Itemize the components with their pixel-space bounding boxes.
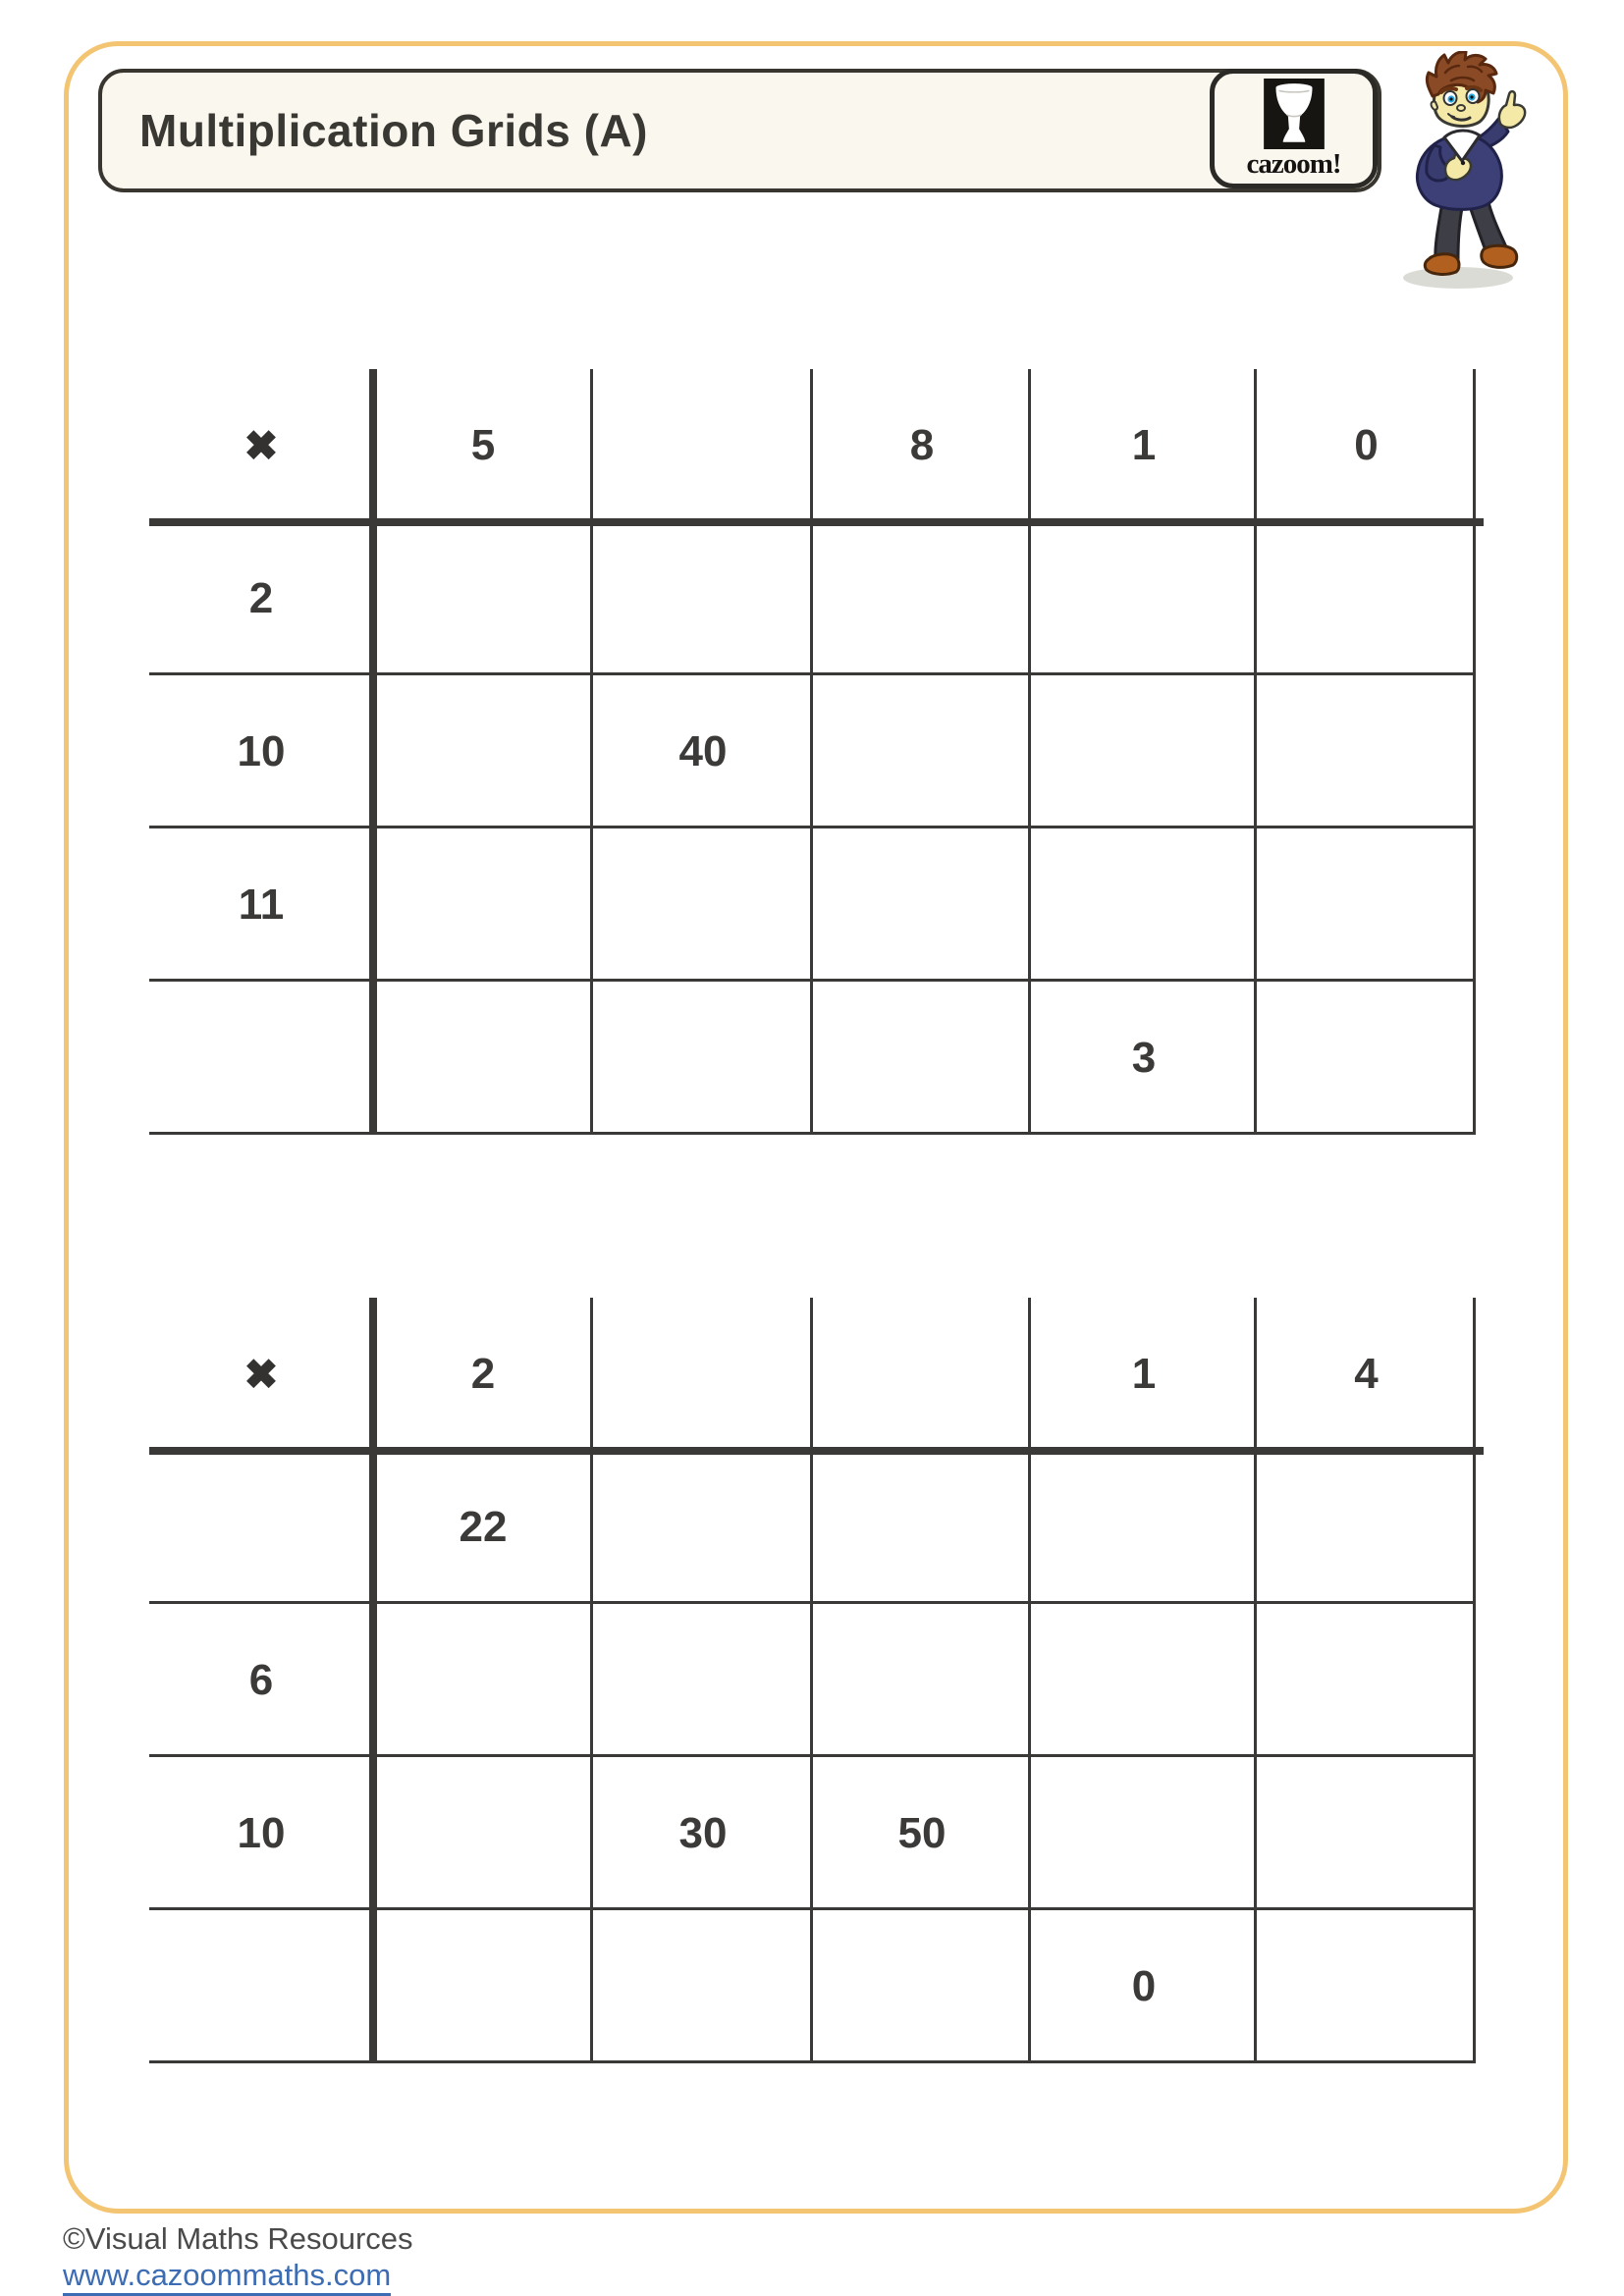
product-value: 50: [897, 1809, 947, 1857]
footer-copyright: ©Visual Maths Resources: [63, 2221, 413, 2256]
row-header-value: 10: [237, 1809, 286, 1857]
column-header-value: 1: [1131, 421, 1157, 469]
worksheet-title-bar: [98, 69, 1381, 192]
grid-line: [1254, 1298, 1257, 2063]
product-value: 3: [1131, 1034, 1157, 1082]
footer-link[interactable]: www.cazoommaths.com: [63, 2258, 391, 2296]
mascot-boy-illustration: [1389, 51, 1537, 296]
column-header-value: 0: [1354, 421, 1379, 469]
product-value: 22: [459, 1503, 508, 1551]
grid-line: [590, 1298, 593, 2063]
grid-line: [149, 979, 1476, 982]
row-header-value: 2: [248, 574, 274, 622]
grid-line: [149, 518, 1484, 526]
grid-line: [149, 826, 1476, 828]
grid-line: [810, 1298, 813, 2063]
footer: [63, 2220, 413, 2293]
column-header-value: 1: [1131, 1350, 1157, 1398]
grid-line: [369, 369, 377, 1135]
grid-line: [149, 1447, 1484, 1455]
column-header-value: 2: [470, 1350, 496, 1398]
row-header-value: 6: [248, 1656, 274, 1704]
grid-line: [590, 369, 593, 1135]
grid-line: [1028, 1298, 1031, 2063]
grid-line: [810, 369, 813, 1135]
grid-line: [149, 2060, 1476, 2063]
grid-line: [149, 672, 1476, 675]
multiply-operator: ✖: [244, 422, 279, 469]
grid-line: [1473, 1298, 1476, 2063]
multiplication-grid-1: [149, 369, 1476, 1135]
product-value: 30: [678, 1809, 728, 1857]
grid-line: [1473, 369, 1476, 1135]
row-header-value: 10: [237, 727, 286, 775]
multiply-operator: ✖: [244, 1351, 279, 1398]
grid-line: [1254, 369, 1257, 1135]
grid-line: [149, 1754, 1476, 1757]
cazoom-logo-text: cazoom!: [1246, 148, 1341, 180]
cazoom-logo: [1210, 69, 1378, 188]
column-header-value: 4: [1354, 1350, 1379, 1398]
multiplication-grid-2: [149, 1298, 1476, 2063]
grid-line: [1028, 369, 1031, 1135]
product-value: 40: [678, 727, 728, 775]
column-header-value: 5: [470, 421, 496, 469]
drum-icon: [1263, 79, 1326, 149]
grid-line: [149, 1132, 1476, 1135]
grid-line: [149, 1601, 1476, 1604]
page-title: Multiplication Grids (A): [139, 105, 648, 156]
row-header-value: 11: [238, 881, 285, 929]
product-value: 0: [1131, 1962, 1157, 2010]
grid-line: [369, 1298, 377, 2063]
column-header-value: 8: [909, 421, 935, 469]
grid-line: [149, 1907, 1476, 1910]
